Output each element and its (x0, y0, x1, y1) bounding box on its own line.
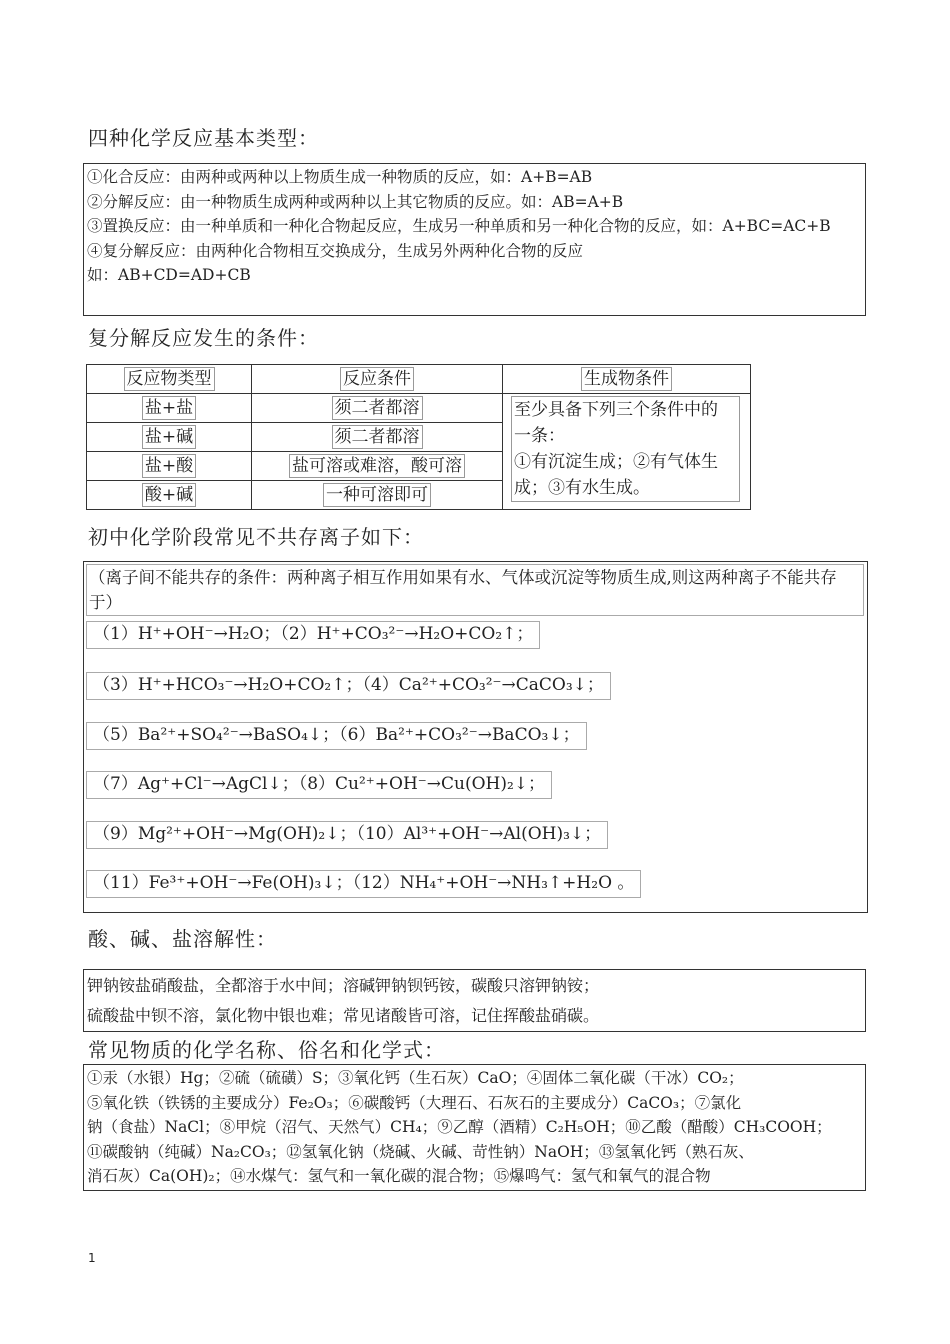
heading-reaction-types: 四种化学反应基本类型： (88, 126, 319, 150)
heading-ions: 初中化学阶段常见不共存离子如下： (88, 525, 424, 549)
ion-equation: （5）Ba²⁺+SO₄²⁻→BaSO₄↓；（6）Ba²⁺+CO₃²⁻→BaCO₃↓； (86, 722, 587, 750)
names-line: ⑪碳酸钠（纯碱）Na₂CO₃；⑫氢氧化钠（烧碱、火碱、苛性钠）NaOH；⑬氢氧化钙（熟石灰、 (87, 1142, 754, 1161)
solubility-line: 钾钠铵盐硝酸盐，全都溶于水中间；溶碱钾钠钡钙铵，碳酸只溶钾钠铵； (87, 976, 600, 995)
reaction-condition: 须二者都溶 (332, 396, 423, 420)
ions-box (83, 561, 868, 913)
reaction-line: ④复分解反应：由两种化合物相互交换成分，生成另外两种化合物的反应 (87, 241, 584, 260)
reactant-type: 盐+碱 (142, 425, 196, 449)
ion-equation: （11）Fe³⁺+OH⁻→Fe(OH)₃↓；（12）NH₄⁺+OH⁻→NH₃↑+H₂O 。 (86, 870, 641, 898)
solubility-line: 硫酸盐中钡不溶，氯化物中银也难；常见诸酸皆可溶，记住挥酸盐硝碳。 (87, 1006, 600, 1025)
page-number: 1 (88, 1251, 96, 1265)
reaction-line: ③置换反应：由一种单质和一种化合物起反应，生成另一种单质和另一种化合物的反应，如：A+BC=AC+B (87, 217, 831, 235)
ion-equation: （7）Ag⁺+Cl⁻→AgCl↓；（8）Cu²⁺+OH⁻→Cu(OH)₂↓； (86, 771, 552, 799)
reactant-type: 盐+酸 (142, 454, 196, 478)
reaction-line: ①化合反应：由两种或两种以上物质生成一种物质的反应，如：A+B=AB (87, 168, 593, 186)
conditions-table (86, 364, 751, 510)
names-box (83, 1064, 866, 1191)
names-line: ⑤氧化铁（铁锈的主要成分）Fe₂O₃；⑥碳酸钙（大理石、石灰石的主要成分）CaCO₃；⑦氯化 (87, 1093, 742, 1112)
reaction-line: 如：AB+CD=AD+CB (87, 266, 251, 284)
names-line: 钠（食盐）NaCl；⑧甲烷（沼气、天然气）CH₄；⑨乙醇（酒精）C₂H₅OH；⑩乙酸（醋酸）CH₃COOH； (87, 1118, 832, 1136)
ion-equation: （1）H⁺+OH⁻→H₂O；（2）H⁺+CO₃²⁻→H₂O+CO₂↑； (86, 621, 540, 649)
heading-names: 常见物质的化学名称、俗名和化学式： (88, 1038, 445, 1062)
product-condition: 至少具备下列三个条件中的 一条： ①有沉淀生成；②有气体生 成；③有水生成。 (511, 396, 740, 502)
heading-solubility: 酸、碱、盐溶解性： (88, 927, 277, 951)
reaction-types-box (83, 163, 866, 316)
ion-equation: （9）Mg²⁺+OH⁻→Mg(OH)₂↓；（10）Al³⁺+OH⁻→Al(OH)₃↓； (86, 821, 608, 849)
table-header: 反应条件 (340, 367, 414, 391)
heading-double-decomposition: 复分解反应发生的条件： (88, 326, 319, 350)
table-header: 反应物类型 (124, 367, 215, 391)
ions-intro: （离子间不能共存的条件：两种离子相互作用如果有水、气体或沉淀等物质生成,则这两种离子不能共存于） (86, 564, 864, 616)
reactant-type: 酸+碱 (142, 483, 196, 507)
reaction-line: ②分解反应：由一种物质生成两种或两种以上其它物质的反应。如：AB=A+B (87, 192, 624, 211)
reactant-type: 盐+盐 (142, 396, 196, 420)
reaction-condition: 一种可溶即可 (323, 483, 431, 507)
ion-equation: （3）H⁺+HCO₃⁻→H₂O+CO₂↑；（4）Ca²⁺+CO₃²⁻→CaCO₃↓； (86, 672, 611, 700)
reaction-condition: 盐可溶或难溶，酸可溶 (289, 454, 465, 478)
names-line: ①汞（水银）Hg；②硫（硫磺）S；③氧化钙（生石灰）CaO；④固体二氧化碳（干冰）CO₂； (87, 1069, 744, 1087)
names-line: 消石灰）Ca(OH)₂；⑭水煤气：氢气和一氧化碳的混合物；⑮爆鸣气：氢气和氧气的混合物 (87, 1167, 711, 1185)
solubility-box (83, 969, 866, 1032)
reaction-condition: 须二者都溶 (332, 425, 423, 449)
table-header: 生成物条件 (581, 367, 672, 391)
